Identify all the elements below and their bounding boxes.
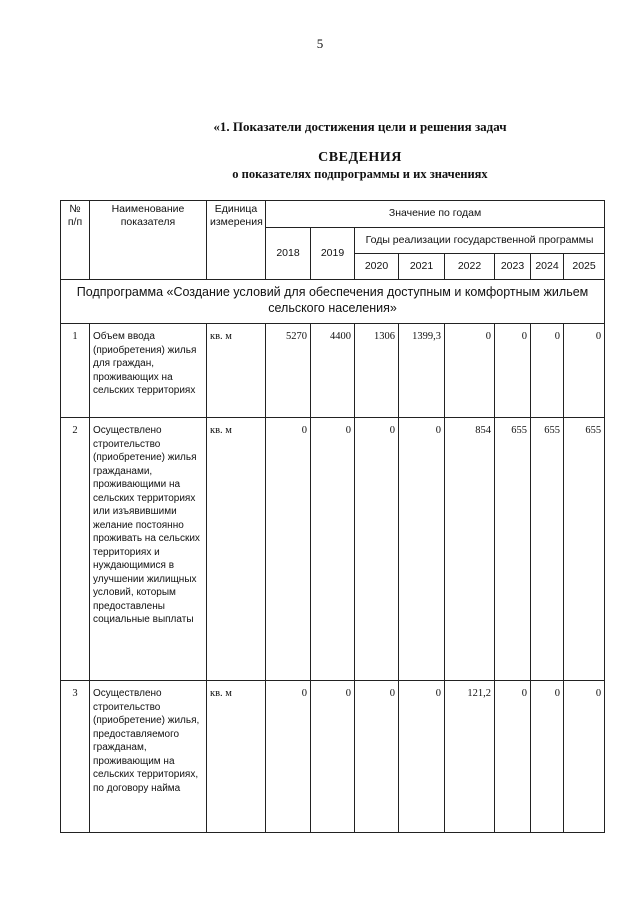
indicator-name: Объем ввода (приобретения) жилья для граждан, проживающих на сельских территориях [90,324,207,418]
value-2020: 0 [355,418,399,681]
header-num: № п/п [61,201,90,280]
value-2018: 0 [266,681,311,833]
unit-cell: кв. м [207,681,266,833]
header-unit: Единица измерения [207,201,266,280]
table-row [61,418,605,681]
value-2020: 1306 [355,324,399,418]
header-year-2024: 2024 [531,254,564,280]
value-2022: 121,2 [445,681,495,833]
value-2023: 0 [495,681,531,833]
header-year-2020: 2020 [355,254,399,280]
header-values-by-years: Значение по годам [266,201,605,228]
header-program-years: Годы реализации государственной программы [355,228,605,254]
header-year-2023: 2023 [495,254,531,280]
value-2021: 0 [399,418,445,681]
subprogram-title: Подпрограмма «Создание условий для обеспечения доступным и комфортным жильем сельского населения» [61,280,605,324]
unit-cell: кв. м [207,324,266,418]
indicator-name: Осуществлено строительство (приобретение) жилья, предоставляемого гражданам, проживающим на сельских территориях, по договору найма [90,681,207,833]
value-2020: 0 [355,681,399,833]
header-name: Наименование показателя [90,201,207,280]
row-number: 3 [61,681,90,833]
value-2024: 0 [531,324,564,418]
value-2023: 655 [495,418,531,681]
value-2022: 0 [445,324,495,418]
value-2025: 0 [564,324,605,418]
indicators-table [60,200,605,833]
value-2019: 4400 [311,324,355,418]
value-2021: 1399,3 [399,324,445,418]
header-year-2022: 2022 [445,254,495,280]
header-row-1 [61,201,605,228]
subprogram-row [61,280,605,324]
document-title: СВЕДЕНИЯ [318,150,402,165]
value-2022: 854 [445,418,495,681]
page-number: 5 [316,36,324,51]
document-subtitle: о показателях подпрограммы и их значениях [232,167,488,181]
value-2024: 0 [531,681,564,833]
value-2019: 0 [311,681,355,833]
value-2018: 0 [266,418,311,681]
value-2021: 0 [399,681,445,833]
header-year-2019: 2019 [311,228,355,280]
value-2025: 655 [564,418,605,681]
value-2023: 0 [495,324,531,418]
value-2025: 0 [564,681,605,833]
unit-cell: кв. м [207,418,266,681]
value-2018: 5270 [266,324,311,418]
header-year-2021: 2021 [399,254,445,280]
value-2024: 655 [531,418,564,681]
table-row [61,324,605,418]
header-year-2018: 2018 [266,228,311,280]
table-row [61,681,605,833]
row-number: 2 [61,418,90,681]
value-2019: 0 [311,418,355,681]
section-heading: «1. Показатели достижения цели и решения задач [213,119,507,134]
indicator-name: Осуществлено строительство (приобретение) жилья гражданами, проживающими на сельских территориях или изъявившими желание постоянно проживать на сельских территориях и нуждающимися в улучшении жилищных условий, которым предоставлены социальные выплаты [90,418,207,681]
row-number: 1 [61,324,90,418]
header-year-2025: 2025 [564,254,605,280]
